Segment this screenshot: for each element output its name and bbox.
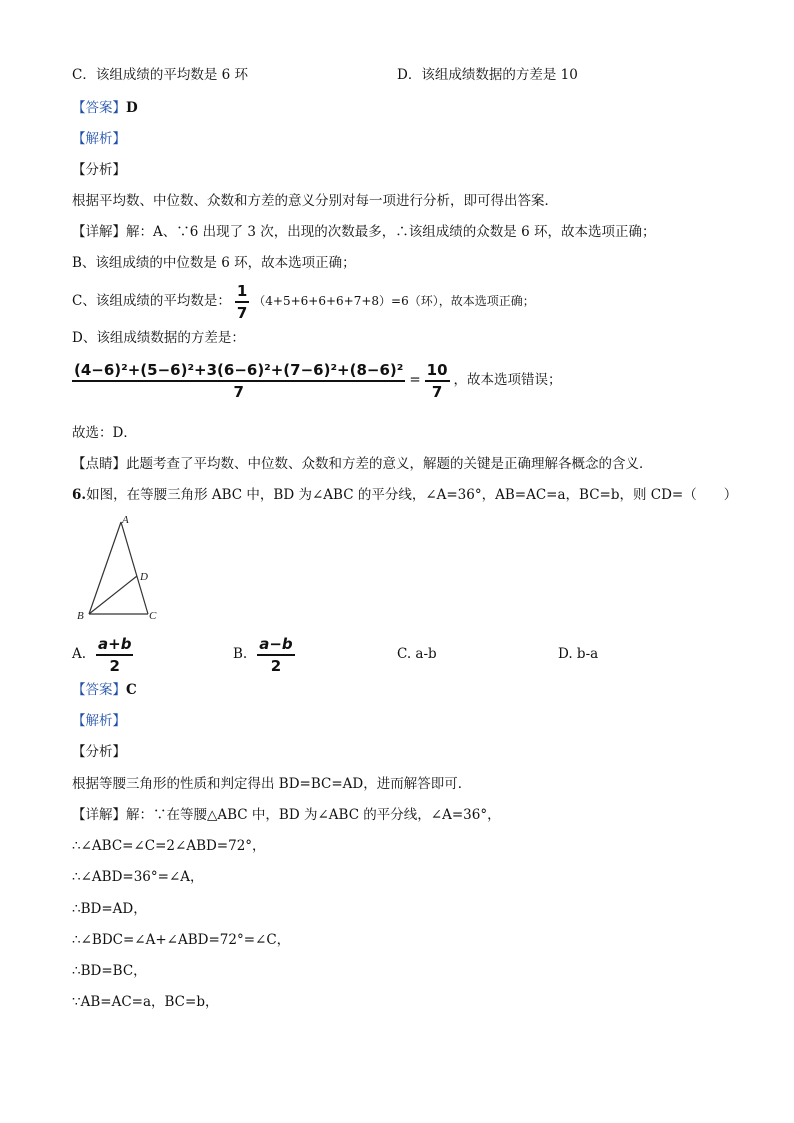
detail-c-pre: C、该组成绩的平均数是： bbox=[72, 293, 231, 309]
equals-sign: = bbox=[409, 372, 421, 388]
opt-b-den: 2 bbox=[270, 656, 282, 675]
side-ab bbox=[89, 522, 121, 614]
q6-detail-1-text: 解：∵在等腰△ABC 中，BD 为∠ABC 的平分线，∠A=36°， bbox=[126, 807, 501, 823]
q6-step-5: ∴BD=BC， bbox=[72, 963, 147, 979]
opt-a-fraction bbox=[96, 635, 133, 675]
q6-stem bbox=[72, 486, 737, 504]
label-a: A bbox=[122, 514, 129, 526]
variance-post: ，故本选项错误； bbox=[453, 372, 562, 388]
triangle-figure bbox=[72, 512, 172, 624]
detail-c bbox=[72, 281, 535, 322]
option-a bbox=[72, 634, 137, 675]
variance-den: 7 bbox=[233, 382, 244, 401]
variance-num: (4−6)²+(5−6)²+3(6−6)²+(7−6)²+(8−6)² bbox=[72, 361, 405, 382]
option-c: C．该组成绩的平均数是 6 环 bbox=[72, 67, 249, 83]
question-stem: 如图，在等腰三角形 ABC 中，BD 为∠ABC 的平分线，∠A=36°，AB=AC=a，BC=b，则 CD=（ ） bbox=[86, 487, 738, 503]
variance-result bbox=[425, 361, 450, 401]
variance-formula bbox=[72, 360, 562, 401]
answer-tag: 【答案】 bbox=[72, 100, 126, 116]
q6-step-4: ∴∠BDC=∠A+∠ABD=72°=∠C， bbox=[72, 932, 291, 948]
detail-a-text: 解：A、∵6 出现了 3 次，出现的次数最多，∴该组成绩的众数是 6 环，故本选项正确； bbox=[126, 224, 656, 240]
opt-b-label: B. bbox=[233, 646, 248, 662]
opt-a-label: A. bbox=[72, 646, 87, 662]
frac-den: 7 bbox=[236, 303, 248, 322]
fenxi-text: 根据平均数、中位数、众数和方差的意义分别对每一项进行分析，即可得出答案． bbox=[72, 193, 558, 209]
q6-fenxi-text: 根据等腰三角形的性质和判定得出 BD=BC=AD，进而解答即可． bbox=[72, 776, 472, 792]
option-c-q6: C. a-b bbox=[397, 646, 437, 662]
fraction-one-seventh bbox=[235, 282, 249, 322]
q6-analysis-tag: 【解析】 bbox=[72, 713, 126, 729]
detail-a bbox=[72, 223, 655, 241]
q6-answer-tag: 【答案】 bbox=[72, 682, 126, 698]
opt-a-den: 2 bbox=[109, 656, 120, 675]
comment-line bbox=[72, 455, 653, 473]
detail-d: D、该组成绩数据的方差是： bbox=[72, 330, 245, 346]
opt-b-fraction bbox=[257, 635, 294, 675]
option-b bbox=[233, 634, 299, 675]
opt-b-num: a−b bbox=[257, 635, 294, 656]
q6-detail-1 bbox=[72, 806, 501, 824]
q6-step-2: ∴∠ABD=36°=∠A， bbox=[72, 869, 204, 885]
q6-fenxi-tag: 【分析】 bbox=[72, 744, 126, 760]
answer-value: D bbox=[126, 100, 138, 116]
answer-line bbox=[72, 99, 138, 117]
q6-detail-tag: 【详解】 bbox=[72, 807, 126, 823]
label-d: D bbox=[140, 571, 148, 583]
label-c: C bbox=[149, 610, 157, 622]
detail-b: B、该组成绩的中位数是 6 环，故本选项正确； bbox=[72, 255, 356, 271]
q6-step-3: ∴BD=AD， bbox=[72, 901, 147, 917]
result-den: 7 bbox=[431, 382, 443, 401]
fenxi-tag: 【分析】 bbox=[72, 162, 126, 178]
opt-a-num: a+b bbox=[96, 635, 133, 656]
analysis-tag: 【解析】 bbox=[72, 131, 126, 147]
q6-answer-line bbox=[72, 681, 137, 699]
comment-text: 此题考查了平均数、中位数、众数和方差的意义，解题的关键是正确理解各概念的含义． bbox=[126, 456, 653, 472]
detail-tag: 【详解】 bbox=[72, 224, 126, 240]
option-d: D．该组成绩数据的方差是 10 bbox=[397, 67, 578, 83]
variance-fraction bbox=[72, 361, 405, 401]
result-num: 10 bbox=[425, 361, 450, 382]
q6-step-6: ∵AB=AC=a，BC=b， bbox=[72, 994, 219, 1010]
choice-line: 故选：D． bbox=[72, 425, 137, 441]
detail-c-post: （4+5+6+6+6+7+8）=6（环），故本选项正确； bbox=[253, 294, 535, 308]
comment-tag: 【点睛】 bbox=[72, 456, 126, 472]
q6-step-1: ∴∠ABC=∠C=2∠ABD=72°， bbox=[72, 838, 266, 854]
q6-answer-value: C bbox=[126, 682, 137, 698]
option-d-q6: D. b-a bbox=[558, 646, 599, 662]
label-b: B bbox=[77, 610, 84, 622]
side-ac bbox=[121, 522, 148, 614]
question-number: 6. bbox=[72, 487, 87, 503]
frac-num: 1 bbox=[235, 282, 249, 303]
